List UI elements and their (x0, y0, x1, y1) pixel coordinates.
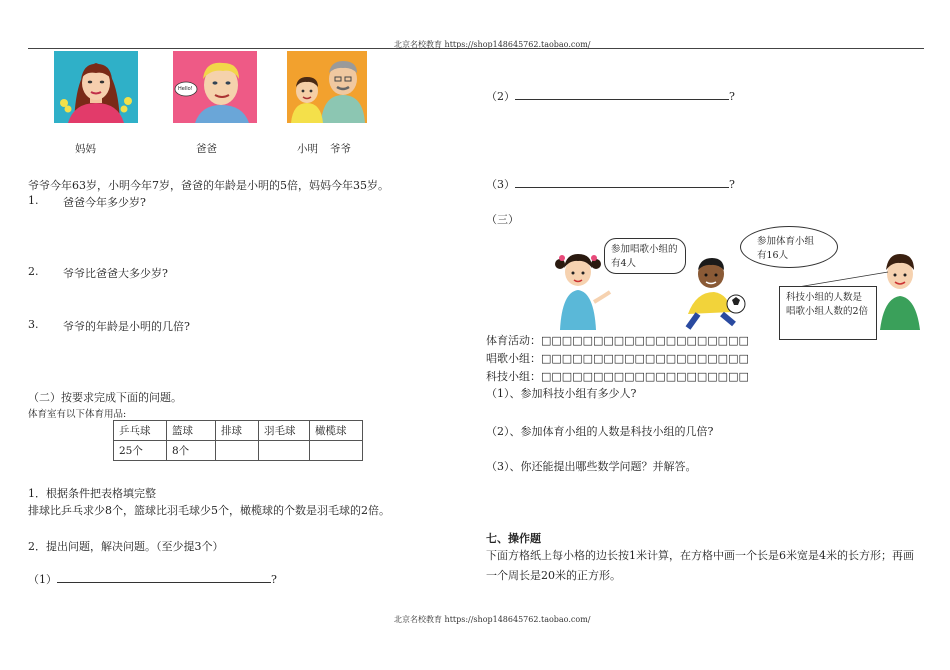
table-cell-blank[interactable] (259, 441, 310, 461)
problem-intro: 爷爷今年63岁，小明今年7岁，爸爸的年龄是小明的5倍，妈妈今年35岁。 (28, 179, 389, 192)
speech-bubble-sports: 参加体育小组有16人 (740, 226, 838, 268)
caption-grandpa: 爷爷 (330, 143, 351, 155)
row-tech-label: 科技小组： (486, 370, 541, 383)
table-row (114, 441, 363, 461)
answer-line-2-mark: ? (729, 90, 735, 103)
page-footer: 北京名校教育 https://shop148645762.taobao.com/ (394, 615, 591, 624)
section-7-line-2: 一个周长是20米的正方形。 (486, 569, 621, 582)
mom-illustration (54, 51, 138, 123)
table-header-row (114, 421, 363, 441)
answer-line-1-label: （1） (28, 573, 57, 586)
table-header-cell: 橄榄球 (310, 421, 363, 441)
answer-line-3 (486, 176, 735, 192)
answer-line-3-mark: ? (729, 178, 735, 191)
answer-line-1-mark: ? (271, 573, 277, 586)
row-sports-label: 体育活动： (486, 334, 541, 347)
question-1-text: 爸爸今年多少岁? (63, 196, 146, 209)
header-rule (28, 48, 924, 49)
table-header-cell: 羽毛球 (259, 421, 310, 441)
sports-equipment-table (113, 420, 363, 461)
question-3-text: 爷爷的年龄是小明的几倍? (63, 320, 190, 333)
task-2-title: 2．提出问题，解决问题。（至少提3个） (28, 540, 224, 553)
sub-question-1: （1）、参加科技小组有多少人? (486, 387, 637, 400)
table-cell: 8个 (167, 441, 216, 461)
dad-speech-text: Hello! (178, 86, 193, 92)
section-7-line-1: 下面方格纸上每小格的边长按1米计算，在方格中画一个长是6米宽是4米的长方形；再画 (486, 549, 914, 562)
question-2-text: 爷爷比爸爸大多少岁? (63, 267, 168, 280)
table-header-cell: 乒乓球 (114, 421, 167, 441)
table-cell: 25个 (114, 441, 167, 461)
table-header-cell: 篮球 (167, 421, 216, 441)
answer-blank-2[interactable] (515, 89, 729, 100)
row-singing-label: 唱歌小组： (486, 352, 541, 365)
sub-question-3: （3）、你还能提出哪些数学问题？并解答。 (486, 460, 697, 473)
section-3-title: （三） (486, 213, 519, 226)
caption-dad: 爸爸 (196, 143, 217, 155)
speech-box-tech: 科技小组的人数是唱歌小组人数的2倍 (779, 286, 877, 340)
speech-bubble-singing: 参加唱歌小组的有4人 (604, 238, 686, 274)
xiaoming-grandpa-illustration (287, 51, 367, 123)
row-singing (486, 350, 749, 366)
task-1-text: 排球比乒乓求少8个，篮球比羽毛球少5个，橄榄球的个数是羽毛球的2倍。 (28, 504, 390, 517)
section-2-title: （二）按要求完成下面的问题。 (28, 391, 182, 404)
table-header-cell: 排球 (216, 421, 259, 441)
section-7-title: 七、操作题 (486, 532, 541, 545)
dad-illustration (173, 51, 257, 123)
answer-line-2 (486, 88, 735, 104)
table-cell-blank[interactable] (310, 441, 363, 461)
page-header: 北京名校教育 https://shop148645762.taobao.com/ (394, 40, 591, 49)
question-2-num: 2. (28, 265, 39, 278)
question-3-num: 3. (28, 318, 39, 331)
answer-line-2-label: （2） (486, 90, 515, 103)
row-sports (486, 332, 749, 348)
row-tech-boxes: □□□□□□□□□□□□□□□□□□□□ (541, 370, 749, 383)
caption-mom: 妈妈 (75, 143, 96, 155)
answer-line-1 (28, 571, 277, 587)
row-singing-boxes: □□□□□□□□□□□□□□□□□□□□ (541, 352, 749, 365)
answer-blank-3[interactable] (515, 177, 729, 188)
row-tech (486, 368, 749, 384)
question-1-num: 1. (28, 194, 39, 207)
section-2-subtitle: 体育室有以下体育用品: (28, 409, 127, 420)
task-1-title: 1．根据条件把表格填完整 (28, 487, 156, 500)
caption-xiaoming: 小明 (297, 143, 318, 155)
answer-blank-1[interactable] (57, 572, 271, 583)
row-sports-boxes: □□□□□□□□□□□□□□□□□□□□ (541, 334, 749, 347)
table-cell-blank[interactable] (216, 441, 259, 461)
answer-line-3-label: （3） (486, 178, 515, 191)
sub-question-2: （2）、参加体育小组的人数是科技小组的几倍? (486, 425, 714, 438)
